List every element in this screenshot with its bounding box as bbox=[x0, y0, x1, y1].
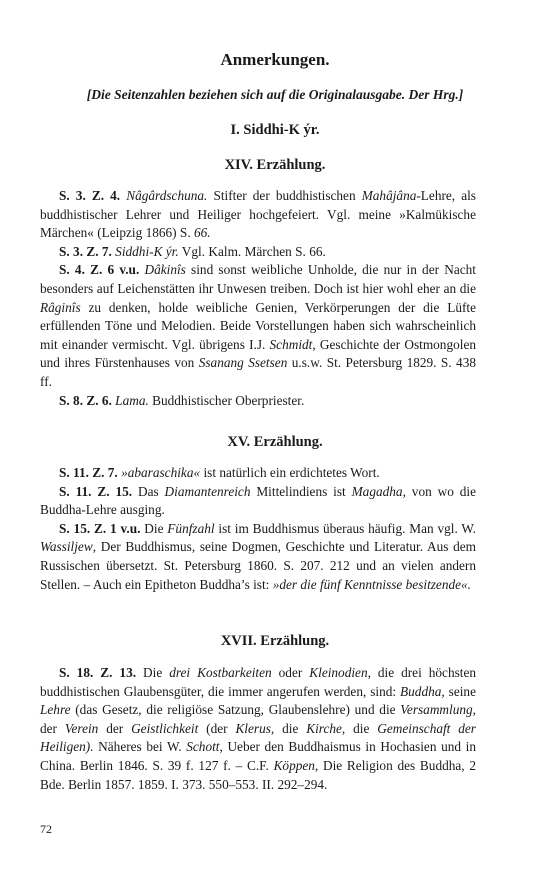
note-term: Klerus, bbox=[235, 720, 275, 736]
note-reference: S. 3. Z. 7. bbox=[59, 243, 112, 259]
note-reference: S. 15. Z. 1 v.u. bbox=[59, 520, 141, 536]
note-term: Fünfzahl bbox=[167, 520, 215, 536]
note-reference: S. 8. Z. 6. bbox=[59, 392, 112, 408]
page-number: 72 bbox=[40, 822, 52, 836]
note-text: seine bbox=[444, 683, 476, 699]
note-text: (das Gesetz, die religiöse Satzung, Glaubenslehre) und die bbox=[70, 702, 401, 718]
note-text: Die bbox=[143, 665, 170, 680]
note-term: Kleinodien, bbox=[309, 665, 371, 680]
note-reference: S. 4. Z. 6 v.u. bbox=[59, 262, 140, 278]
note-paragraph bbox=[40, 664, 476, 794]
note-term: Verein bbox=[64, 720, 99, 736]
note-reference: S. 18. Z. 13. bbox=[59, 665, 137, 680]
note-text: der bbox=[40, 720, 65, 736]
note-term: Schott bbox=[186, 739, 220, 755]
note-term: Siddhi-K ýr. bbox=[115, 243, 179, 259]
note-term: »abaraschika« bbox=[121, 465, 201, 480]
note-term: Mahâjâna- bbox=[361, 188, 421, 203]
note-text: sind sonst weibliche Unholde, die nur in der Nacht besonders auf Leichenstätten ihr Unwesen treiben. Doch ist hier wohl eher an die bbox=[40, 262, 476, 296]
note-text: zu denken, holde weibliche Genien, Verkörperungen der die Lüfte erfüllenden Töne und Melodien. Beide Vorstellungen haben sich wahrscheinlich mit einander vermischt. Vgl. übrigens I.J. bbox=[40, 299, 476, 352]
note-text: oder bbox=[271, 665, 310, 680]
note-text: der bbox=[98, 720, 132, 736]
note-text: die bbox=[345, 720, 378, 736]
page-title: Anmerkungen. bbox=[220, 50, 330, 69]
note-reference: S. 3. Z. 4. bbox=[59, 188, 121, 203]
note-text: , Die Religion des Buddha, 2 Bde. Berlin 1857. 1859. I. 373. 550–553. II. 292–294. bbox=[40, 757, 476, 792]
note-text: Das bbox=[137, 483, 165, 499]
section-heading-xiv: XIV. Erzählung. bbox=[224, 157, 326, 173]
section-heading-xvii: XVII. Erzählung. bbox=[220, 633, 330, 649]
note-term: Nâgârdschuna. bbox=[126, 188, 208, 203]
note-term: Diamantenreich bbox=[164, 483, 251, 499]
note-paragraph bbox=[40, 520, 476, 594]
note-text: , Der Buddhismus, seine Dogmen, Geschichte und Literatur. Aus dem Russischen übersetzt. St. Petersburg 1860. S. 207. 212 und an vielen andern Stellen. – Auch ein Epitheton Buddha’s ist: bbox=[40, 539, 476, 592]
note-term: Buddha, bbox=[400, 683, 445, 699]
note-term: Ssanang Ssetsen bbox=[198, 355, 288, 371]
note-term: Versammlung, bbox=[400, 702, 476, 718]
part-heading: I. Siddhi-K ýr. bbox=[230, 122, 320, 138]
note-text: (der bbox=[198, 720, 236, 736]
note-text: von wo die Buddha-Lehre ausging. bbox=[40, 483, 476, 518]
note-term: Dâkinîs bbox=[144, 262, 186, 278]
note-paragraph bbox=[40, 483, 476, 520]
note-text: Buddhistischer Oberpriester. bbox=[148, 392, 305, 408]
note-term: Geistlichkeit bbox=[131, 720, 199, 736]
note-text: Näheres bei W. bbox=[93, 739, 187, 755]
note-text: Vgl. Kalm. Märchen S. 66. bbox=[178, 243, 326, 259]
note-reference: S. 11. Z. 15. bbox=[59, 483, 133, 499]
note-term: Lama. bbox=[115, 392, 149, 408]
note-text: Stifter der buddhistischen bbox=[207, 188, 362, 203]
section-xvii-notes bbox=[40, 664, 476, 794]
note-text: Lehre, als buddhistischer Lehrer und Heiliger hochgefeiert. Vgl. meine »Kalmükische Märchen« (Leipzig 1866) S. bbox=[40, 188, 476, 241]
note-term: Râginîs bbox=[40, 299, 81, 315]
note-paragraph bbox=[40, 392, 476, 411]
note-text: ist im Buddhismus überaus häufig. Man vgl. W. bbox=[214, 520, 476, 536]
note-text: die bbox=[274, 720, 307, 736]
editor-note: [Die Seitenzahlen beziehen sich auf die Originalausgabe. Der Hrg.] bbox=[86, 87, 464, 102]
note-text: ist natürlich ein erdichtetes Wort. bbox=[200, 465, 380, 480]
section-xv-notes bbox=[40, 464, 476, 594]
note-paragraph bbox=[40, 187, 476, 243]
note-text: Mittelindiens ist bbox=[250, 483, 352, 499]
note-text: , Geschichte der Ostmongolen und ihres Fürstenhauses von bbox=[40, 336, 476, 371]
note-term: Schmidt bbox=[269, 336, 313, 352]
note-text: u.s.w. St. Petersburg 1829. S. 438 ff. bbox=[40, 355, 476, 389]
note-term: »der die fünf Kenntnisse besitzende«. bbox=[272, 576, 472, 592]
note-term: Lehre bbox=[40, 702, 71, 718]
note-term: 66. bbox=[193, 225, 211, 241]
note-term: Gemeinschaft der Heiligen). bbox=[40, 720, 476, 755]
note-paragraph bbox=[40, 464, 476, 483]
note-text: Die bbox=[144, 520, 168, 536]
note-term: Magadha, bbox=[351, 483, 406, 499]
note-text: , Ueber den Buddhaismus in Hochasien und in China. Berlin 1846. S. 39 f. 127 f. – C.F. bbox=[40, 739, 476, 773]
note-term: Kirche, bbox=[306, 720, 346, 736]
note-term: Köppen bbox=[273, 757, 315, 773]
note-reference: S. 11. Z. 7. bbox=[59, 465, 118, 480]
note-paragraph bbox=[40, 261, 476, 391]
note-text: die drei höchsten buddhistischen Glaubensgüter, die immer angerufen werden, sind: bbox=[40, 665, 477, 699]
note-term: drei Kostbarkeiten bbox=[169, 665, 272, 680]
note-paragraph bbox=[40, 243, 476, 262]
note-term: Wassiljew bbox=[40, 539, 93, 555]
section-heading-xv: XV. Erzählung. bbox=[227, 434, 323, 450]
section-xiv-notes bbox=[40, 187, 476, 410]
